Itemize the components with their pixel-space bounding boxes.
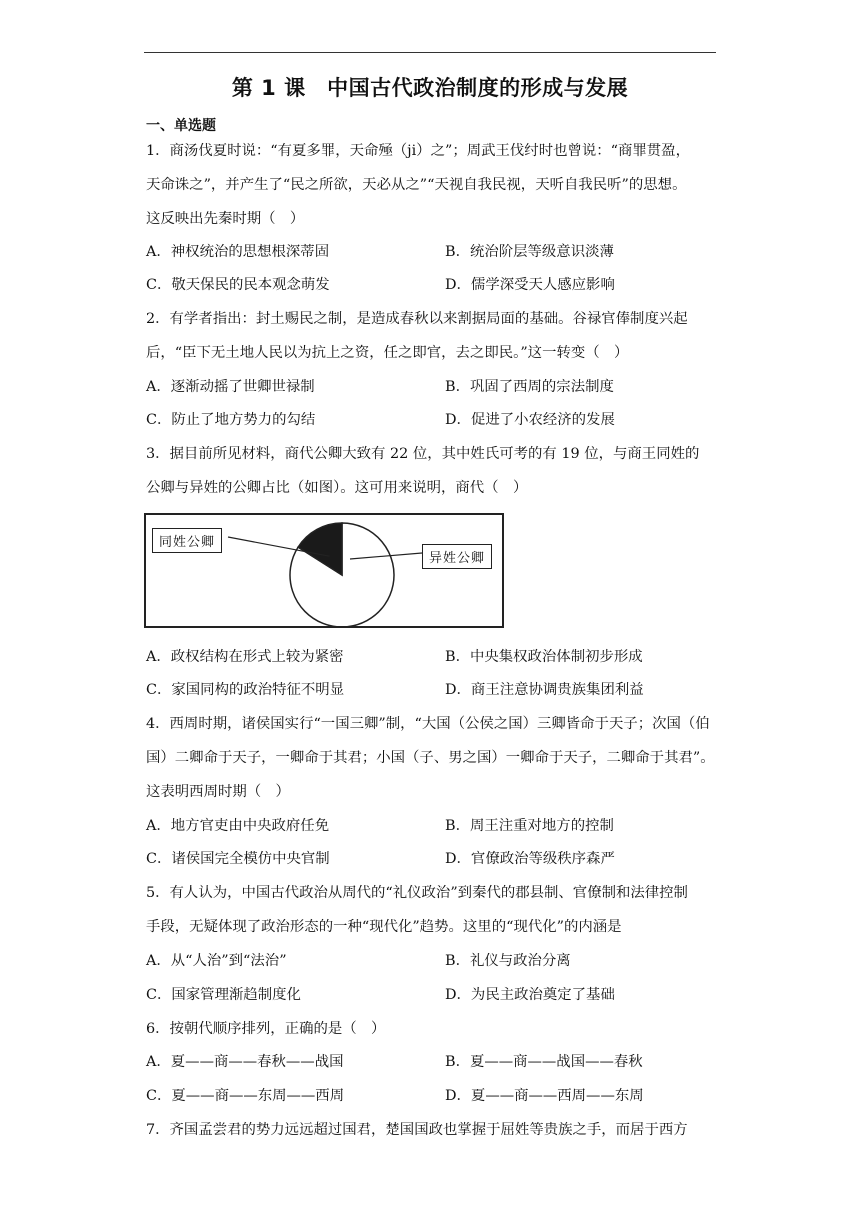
section-heading: 一、单选题 — [146, 118, 216, 134]
q4-line-3: 这表明西周时期（ ） — [146, 784, 290, 800]
q5-option-d[interactable]: D．为民主政治奠定了基础 — [445, 987, 615, 1003]
q6-line-1: 6．按朝代顺序排列，正确的是（ ） — [146, 1021, 386, 1037]
pie-chart-figure — [144, 513, 504, 628]
q1-option-d[interactable]: D．儒学深受天人感应影响 — [445, 277, 615, 293]
q4-line-2: 国）二卿命于天子，一卿命于其君；小国（子、男之国）一卿命于天子，二卿命于其君”。 — [146, 750, 715, 766]
q4-option-d[interactable]: D．官僚政治等级秩序森严 — [445, 851, 615, 867]
q1-option-b[interactable]: B．统治阶层等级意识淡薄 — [445, 244, 614, 260]
q6-option-d[interactable]: D．夏——商——西周——东周 — [445, 1088, 644, 1104]
q2-option-d[interactable]: D．促进了小农经济的发展 — [445, 412, 615, 428]
q6-option-c[interactable]: C．夏——商——东周——西周 — [146, 1088, 345, 1104]
q3-option-a[interactable]: A．政权结构在形式上较为紧密 — [146, 649, 344, 665]
header-rule — [144, 52, 716, 53]
q5-option-c[interactable]: C．国家管理渐趋制度化 — [146, 987, 301, 1003]
q1-line-2: 天命诛之”，并产生了“民之所欲，天必从之”“天视自我民视，天听自我民听”的思想。 — [146, 177, 687, 193]
q5-option-b[interactable]: B．礼仪与政治分离 — [445, 953, 571, 969]
q5-option-a[interactable]: A．从“人治”到“法治” — [146, 953, 287, 969]
q3-line-2: 公卿与异姓的公卿占比（如图）。这可用来说明，商代（ ） — [146, 480, 528, 496]
q1-line-1: 1．商汤伐夏时说：“有夏多罪，天命殛（ji）之”；周武王伐纣时也曾说：“商罪贯盈， — [146, 143, 690, 159]
q3-option-d[interactable]: D．商王注意协调贵族集团利益 — [445, 682, 644, 698]
legend-label-other-surname: 异姓公卿 — [422, 544, 492, 569]
q4-line-1: 4．西周时期，诸侯国实行“一国三卿”制，“大国（公侯之国）三卿皆命于天子；次国（伯 — [146, 716, 710, 732]
q5-line-2: 手段，无疑体现了政治形态的一种“现代化”趋势。这里的“现代化”的内涵是 — [146, 919, 622, 935]
q2-line-2: 后，“臣下无土地人民以为抗上之资，任之即官，去之即民。”这一转变（ ） — [146, 345, 629, 361]
q2-option-b[interactable]: B．巩固了西周的宗法制度 — [445, 379, 614, 395]
q5-line-1: 5．有人认为，中国古代政治从周代的“礼仪政治”到秦代的郡县制、官僚制和法律控制 — [146, 885, 688, 901]
q1-option-a[interactable]: A．神权统治的思想根深蒂固 — [146, 244, 330, 260]
q2-option-c[interactable]: C．防止了地方势力的勾结 — [146, 412, 316, 428]
legend-label-same-surname: 同姓公卿 — [152, 528, 222, 553]
q3-option-b[interactable]: B．中央集权政治体制初步形成 — [445, 649, 643, 665]
q4-option-a[interactable]: A．地方官吏由中央政府任免 — [146, 818, 330, 834]
q1-option-c[interactable]: C．敬天保民的民本观念萌发 — [146, 277, 330, 293]
q1-line-3: 这反映出先秦时期（ ） — [146, 211, 305, 227]
q4-option-c[interactable]: C．诸侯国完全模仿中央官制 — [146, 851, 330, 867]
q3-option-c[interactable]: C．家国同构的政治特征不明显 — [146, 682, 345, 698]
q2-option-a[interactable]: A．逐渐动摇了世卿世禄制 — [146, 379, 315, 395]
q3-line-1: 3．据目前所见材料，商代公卿大致有 22 位，其中姓氏可考的有 19 位，与商王同姓的 — [146, 446, 700, 462]
page-title: 第 1 课 中国古代政治制度的形成与发展 — [231, 76, 629, 100]
q7-line-1: 7．齐国孟尝君的势力远远超过国君，楚国国政也掌握于屈姓等贵族之手，而居于西方 — [146, 1122, 688, 1138]
q4-option-b[interactable]: B．周王注重对地方的控制 — [445, 818, 614, 834]
q6-option-a[interactable]: A．夏——商——春秋——战国 — [146, 1054, 344, 1070]
q6-option-b[interactable]: B．夏——商——战国——春秋 — [445, 1054, 643, 1070]
q2-line-1: 2．有学者指出：封土赐民之制，是造成春秋以来割据局面的基础。谷禄官俸制度兴起 — [146, 311, 688, 327]
